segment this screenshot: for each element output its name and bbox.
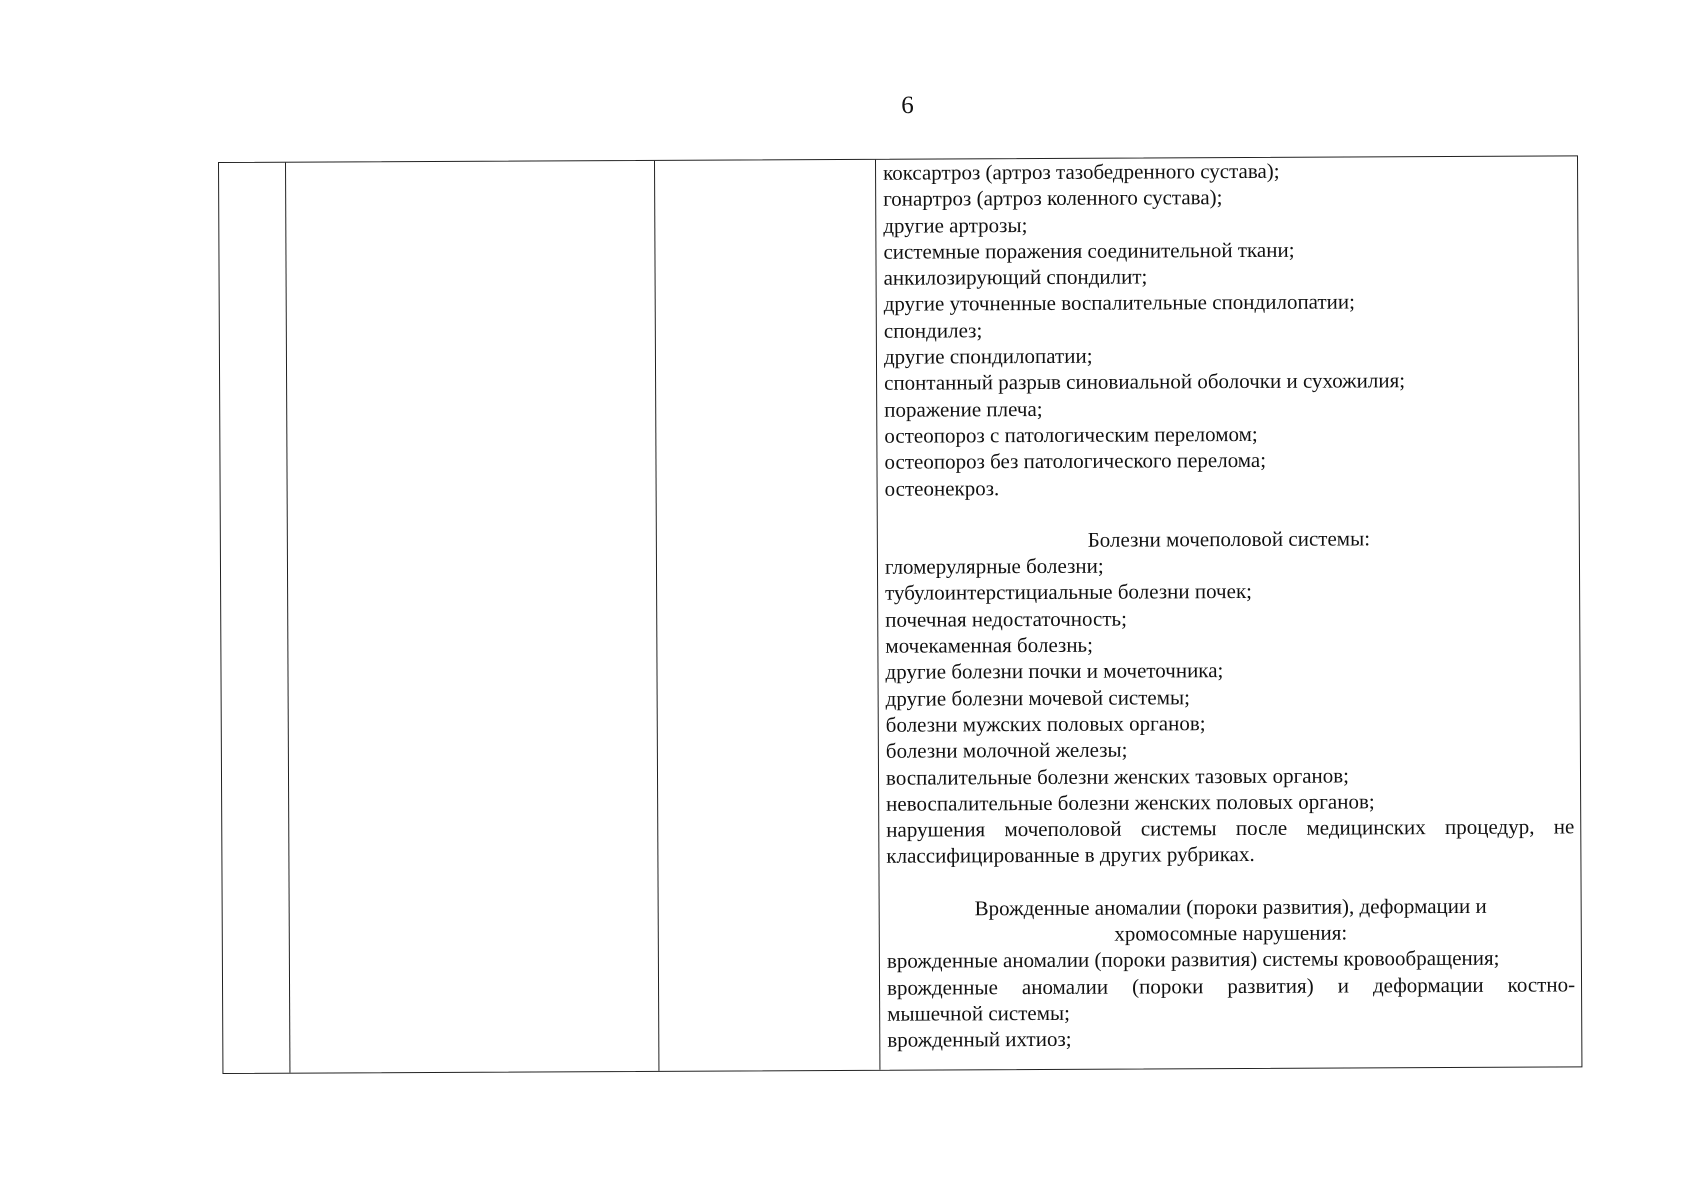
disease-list-cell [883,156,1575,1053]
list-item: остеопороз с патологическим переломом; [884,421,1258,448]
section-heading: хромосомные нарушения: [1114,920,1348,946]
list-item: системные поражения соединительной ткани; [883,237,1295,264]
list-item: анкилозирующий спондилит; [883,264,1148,290]
document-table [218,155,1582,1074]
list-item: спондилез; [883,318,983,343]
list-item: другие болезни мочевой системы; [885,684,1191,711]
list-item: гонартроз (артроз коленного сустава); [883,185,1223,212]
list-item: другие спондилопатии; [883,343,1093,369]
list-item: коксартроз (артроз тазобедренного сустава); [883,158,1280,185]
list-item: мышечной системы; [887,1000,1070,1026]
genitourinary-section [885,524,1575,869]
page-number: 6 [901,92,914,119]
list-item: врожденные аномалии (пороки развития) системы кровообращения; [886,946,1500,974]
list-item: гломерулярные болезни; [884,553,1104,579]
section-heading: Болезни мочеполовой системы: [1087,526,1371,552]
list-item: нарушения мочеполовой системы после медицинских процедур, не [886,814,1575,842]
column-divider-1 [285,163,290,1073]
list-item: поражение плеча; [884,396,1043,422]
musculoskeletal-list [883,156,1573,501]
list-item: врожденный ихтиоз; [887,1027,1072,1052]
list-item: врожденные аномалии (пороки развития) и деформации костно- [886,971,1576,1000]
list-item: другие болезни почки и мочеточника; [885,658,1224,685]
list-item: классифицированные в других рубриках. [886,842,1255,869]
list-item: болезни молочной железы; [885,737,1128,763]
list-item: воспалительные болезни женских тазовых органов; [885,763,1350,790]
column-divider-2 [654,161,659,1071]
list-item: болезни мужских половых органов; [885,711,1206,737]
section-spacer [886,866,1574,895]
list-item: мочекаменная болезнь; [885,632,1093,658]
section-heading: Врожденные аномалии (пороки развития), деформации и [974,893,1487,921]
list-item: остеопороз без патологического перелома; [884,448,1267,475]
column-divider-3 [875,160,880,1070]
list-item: другие артрозы; [883,212,1028,238]
list-item: спонтанный разрыв синовиальной оболочки и сухожилия; [884,368,1406,396]
list-item: остеонекроз. [884,475,1000,501]
list-item: другие уточненные воспалительные спондилопатии; [883,289,1355,317]
congenital-section [887,892,1576,1053]
list-item: почечная недостаточность; [885,606,1128,632]
list-item: тубулоинтерстициальные болезни почек; [885,579,1253,606]
list-item: невоспалительные болезни женских половых органов; [886,789,1375,816]
section-spacer [885,498,1573,527]
